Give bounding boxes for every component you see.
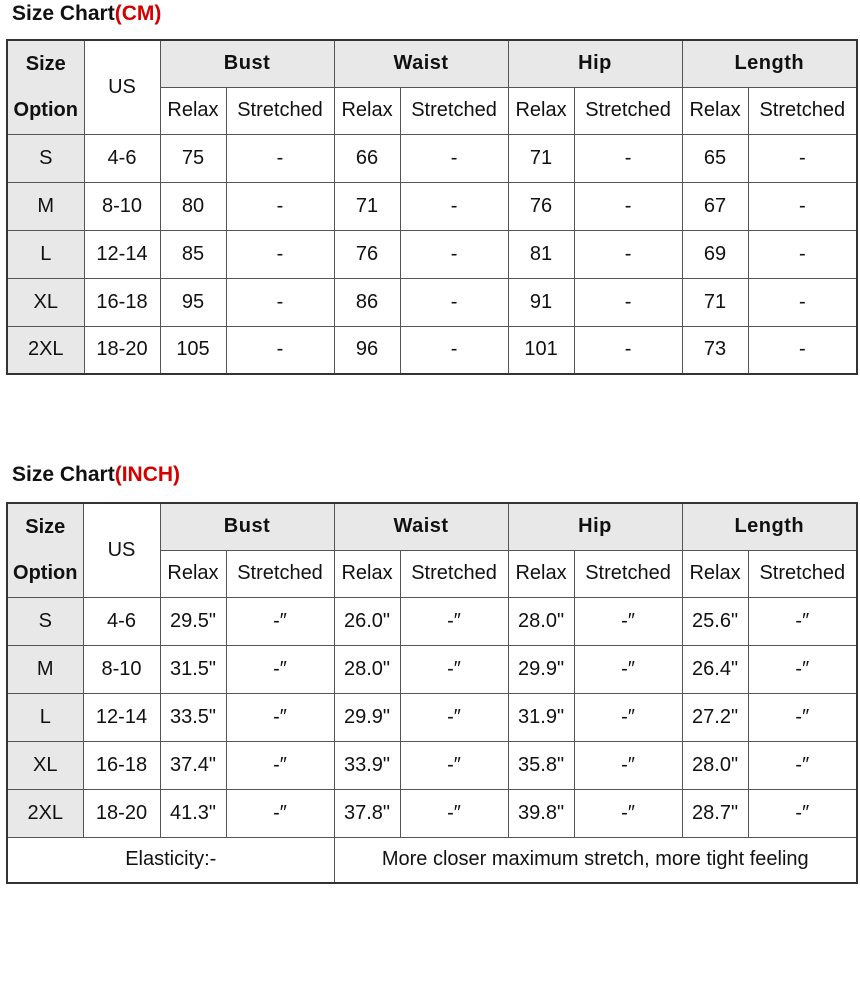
measurement-cell: - — [574, 230, 682, 278]
us-size-cell: 18-20 — [84, 326, 160, 374]
table-row — [7, 326, 857, 374]
length-header: Length — [682, 40, 857, 87]
measurement-cell: 105 — [160, 326, 226, 374]
measurement-cell: -″ — [748, 789, 857, 837]
measurement-cell: - — [226, 182, 334, 230]
measurement-cell: 91 — [508, 278, 574, 326]
cm-title-text: Size Chart — [12, 2, 115, 25]
us-size-cell: 4-6 — [84, 134, 160, 182]
measurement-cell: - — [748, 182, 857, 230]
measurement-cell: 81 — [508, 230, 574, 278]
elasticity-row — [7, 837, 857, 883]
measurement-cell: - — [226, 326, 334, 374]
length-header: Length — [682, 503, 857, 550]
measurement-cell: 86 — [334, 278, 400, 326]
hip-relax-header: Relax — [508, 87, 574, 134]
us-size-cell: 18-20 — [83, 789, 160, 837]
measurement-cell: 28.7" — [682, 789, 748, 837]
measurement-cell: -″ — [226, 645, 334, 693]
measurement-cell: 28.0" — [508, 597, 574, 645]
measurement-cell: - — [400, 230, 508, 278]
elasticity-description: More closer maximum stretch, more tight feeling — [334, 837, 857, 883]
size-cell: S — [7, 134, 84, 182]
bust-stretched-header: Stretched — [226, 550, 334, 597]
measurement-cell: 33.5" — [160, 693, 226, 741]
waist-stretched-header: Stretched — [400, 87, 508, 134]
size-cell: S — [7, 597, 83, 645]
measurement-cell: - — [748, 134, 857, 182]
measurement-cell: -″ — [574, 741, 682, 789]
measurement-cell: - — [226, 278, 334, 326]
measurement-cell: - — [574, 326, 682, 374]
measurement-cell: 71 — [334, 182, 400, 230]
measurement-cell: -″ — [748, 645, 857, 693]
measurement-cell: - — [574, 278, 682, 326]
size-cell: L — [7, 230, 84, 278]
table-row — [7, 182, 857, 230]
measurement-cell: 26.0" — [334, 597, 400, 645]
inch-header-row-groups — [7, 503, 857, 550]
hip-relax-header: Relax — [508, 550, 574, 597]
us-size-cell: 16-18 — [84, 278, 160, 326]
size-cell: M — [7, 645, 83, 693]
measurement-cell: - — [226, 134, 334, 182]
measurement-cell: -″ — [748, 693, 857, 741]
table-row — [7, 230, 857, 278]
measurement-cell: -″ — [226, 597, 334, 645]
measurement-cell: 39.8" — [508, 789, 574, 837]
cm-header-row-groups — [7, 40, 857, 87]
us-size-cell: 4-6 — [83, 597, 160, 645]
measurement-cell: 76 — [508, 182, 574, 230]
us-header: US — [84, 40, 160, 134]
measurement-cell: - — [400, 278, 508, 326]
size-cell: M — [7, 182, 84, 230]
size-cell: 2XL — [7, 789, 83, 837]
size-option-line1: Size — [25, 516, 66, 539]
measurement-cell: - — [226, 230, 334, 278]
measurement-cell: 69 — [682, 230, 748, 278]
measurement-cell: 29.9" — [508, 645, 574, 693]
measurement-cell: 28.0" — [682, 741, 748, 789]
measurement-cell: -″ — [748, 597, 857, 645]
us-size-cell: 16-18 — [83, 741, 160, 789]
measurement-cell: 71 — [508, 134, 574, 182]
inch-title-text: Size Chart — [12, 463, 115, 486]
measurement-cell: - — [748, 230, 857, 278]
measurement-cell: 76 — [334, 230, 400, 278]
measurement-cell: -″ — [748, 741, 857, 789]
hip-header: Hip — [508, 40, 682, 87]
bust-stretched-header: Stretched — [226, 87, 334, 134]
us-size-cell: 12-14 — [84, 230, 160, 278]
table-row — [7, 741, 857, 789]
us-size-cell: 8-10 — [83, 645, 160, 693]
measurement-cell: 29.9" — [334, 693, 400, 741]
size-cell: XL — [7, 278, 84, 326]
measurement-cell: - — [748, 278, 857, 326]
inch-unit-label: (INCH) — [114, 463, 181, 486]
size-option-line1: Size — [25, 53, 66, 76]
bust-header: Bust — [160, 40, 334, 87]
inch-chart-title — [12, 463, 180, 487]
measurement-cell: -″ — [574, 789, 682, 837]
measurement-cell: 85 — [160, 230, 226, 278]
measurement-cell: -″ — [400, 789, 508, 837]
measurement-cell: 37.8" — [334, 789, 400, 837]
measurement-cell: 65 — [682, 134, 748, 182]
measurement-cell: 33.9" — [334, 741, 400, 789]
cm-size-table — [6, 39, 858, 375]
bust-relax-header: Relax — [160, 87, 226, 134]
measurement-cell: 35.8" — [508, 741, 574, 789]
table-row — [7, 693, 857, 741]
inch-size-table — [6, 502, 858, 884]
measurement-cell: - — [748, 326, 857, 374]
waist-relax-header: Relax — [334, 87, 400, 134]
size-option-line2: Option — [13, 562, 78, 585]
measurement-cell: 27.2" — [682, 693, 748, 741]
measurement-cell: 95 — [160, 278, 226, 326]
us-size-cell: 12-14 — [83, 693, 160, 741]
measurement-cell: 80 — [160, 182, 226, 230]
measurement-cell: 37.4" — [160, 741, 226, 789]
measurement-cell: 75 — [160, 134, 226, 182]
measurement-cell: - — [400, 134, 508, 182]
length-relax-header: Relax — [682, 550, 748, 597]
hip-header: Hip — [508, 503, 682, 550]
waist-stretched-header: Stretched — [400, 550, 508, 597]
size-cell: 2XL — [7, 326, 84, 374]
measurement-cell: 41.3" — [160, 789, 226, 837]
measurement-cell: -″ — [400, 645, 508, 693]
measurement-cell: 31.5" — [160, 645, 226, 693]
measurement-cell: 71 — [682, 278, 748, 326]
measurement-cell: -″ — [226, 741, 334, 789]
us-header: US — [83, 503, 160, 597]
measurement-cell: 96 — [334, 326, 400, 374]
waist-header: Waist — [334, 40, 508, 87]
measurement-cell: -″ — [226, 789, 334, 837]
cm-unit-label: (CM) — [114, 2, 162, 25]
size-option-header — [7, 503, 83, 597]
measurement-cell: -″ — [226, 693, 334, 741]
measurement-cell: -″ — [400, 741, 508, 789]
size-option-line2: Option — [13, 99, 78, 122]
cm-table-body — [7, 40, 857, 374]
size-cell: L — [7, 693, 83, 741]
measurement-cell: 73 — [682, 326, 748, 374]
size-option-header — [7, 40, 84, 134]
table-row — [7, 278, 857, 326]
measurement-cell: 29.5" — [160, 597, 226, 645]
us-size-cell: 8-10 — [84, 182, 160, 230]
measurement-cell: -″ — [400, 597, 508, 645]
hip-stretched-header: Stretched — [574, 550, 682, 597]
elasticity-label: Elasticity:- — [7, 837, 334, 883]
table-row — [7, 597, 857, 645]
measurement-cell: 28.0" — [334, 645, 400, 693]
table-row — [7, 134, 857, 182]
waist-header: Waist — [334, 503, 508, 550]
measurement-cell: - — [400, 182, 508, 230]
measurement-cell: 26.4" — [682, 645, 748, 693]
measurement-cell: 101 — [508, 326, 574, 374]
table-row — [7, 645, 857, 693]
measurement-cell: -″ — [574, 597, 682, 645]
measurement-cell: 66 — [334, 134, 400, 182]
length-stretched-header: Stretched — [748, 550, 857, 597]
cm-chart-title — [12, 2, 161, 26]
measurement-cell: 67 — [682, 182, 748, 230]
size-cell: XL — [7, 741, 83, 789]
measurement-cell: -″ — [400, 693, 508, 741]
measurement-cell: 25.6" — [682, 597, 748, 645]
measurement-cell: -″ — [574, 693, 682, 741]
measurement-cell: - — [400, 326, 508, 374]
waist-relax-header: Relax — [334, 550, 400, 597]
hip-stretched-header: Stretched — [574, 87, 682, 134]
bust-relax-header: Relax — [160, 550, 226, 597]
length-relax-header: Relax — [682, 87, 748, 134]
table-row — [7, 789, 857, 837]
measurement-cell: 31.9" — [508, 693, 574, 741]
measurement-cell: - — [574, 134, 682, 182]
measurement-cell: -″ — [574, 645, 682, 693]
bust-header: Bust — [160, 503, 334, 550]
inch-table-body — [7, 503, 857, 883]
length-stretched-header: Stretched — [748, 87, 857, 134]
measurement-cell: - — [574, 182, 682, 230]
